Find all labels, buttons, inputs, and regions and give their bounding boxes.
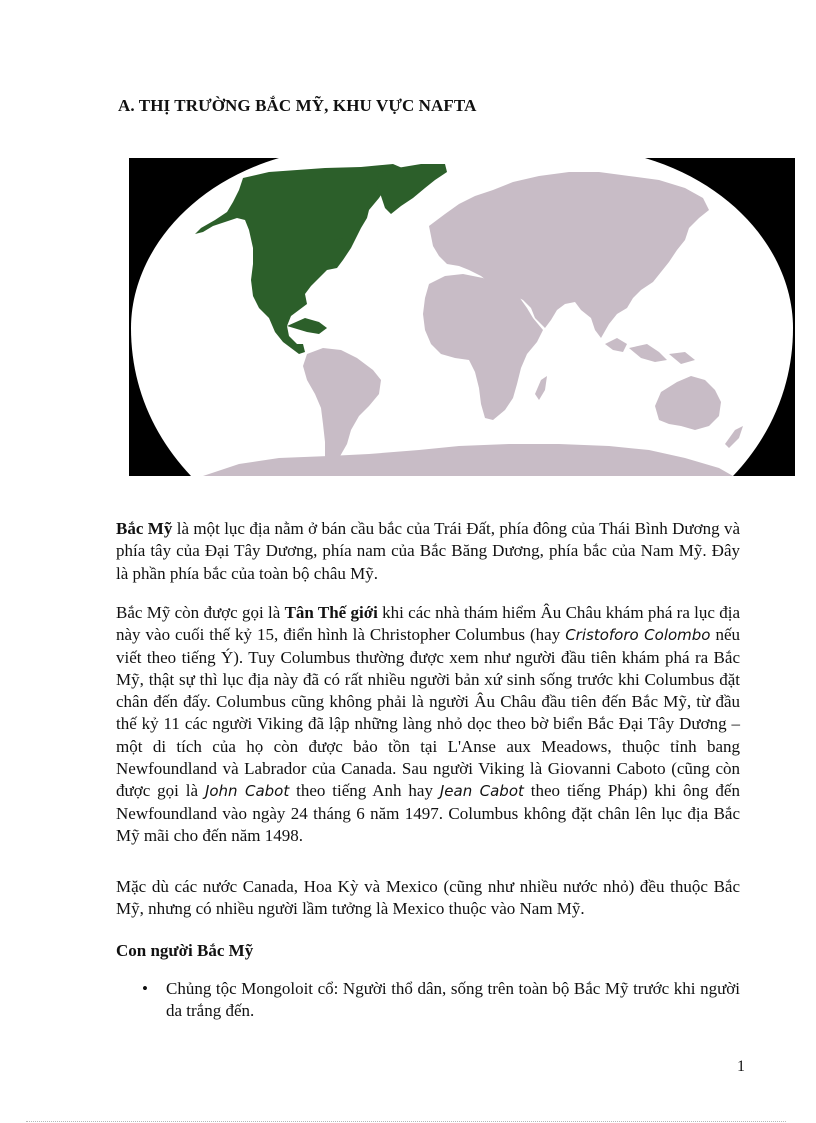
paragraph-2-bold-term: Tân Thế giới (284, 603, 378, 622)
paragraph-2-italic-name-2: John Cabot (204, 782, 290, 801)
paragraph-2-italic-name-1: Cristoforo Colombo (565, 626, 711, 645)
subheading-people: Con người Bắc Mỹ (116, 941, 254, 960)
list-item (116, 978, 740, 1023)
paragraph-3-text: Mặc dù các nước Canada, Hoa Kỳ và Mexico (cũng như nhiều nước nhỏ) đều thuộc Bắc Mỹ, nhưng có nhiều người lầm tưởng là Mexico thuộc vào Nam Mỹ. (116, 877, 740, 919)
paragraph-2-text-4: theo tiếng Anh hay (289, 781, 440, 801)
page-number: 1 (737, 1058, 745, 1075)
paragraph-2-text-5: theo tiếng Pháp) khi ông đến Newfoundland vào ngày 24 tháng 6 năm 1497. Columbus không đặt chân lên lục địa Bắc Mỹ mãi cho đến năm 1498. (116, 781, 740, 845)
world-map-image (129, 158, 795, 476)
paragraph-2-italic-name-3: Jean Cabot (439, 782, 524, 801)
paragraph-3 (116, 876, 740, 921)
section-heading: A. THỊ TRƯỜNG BẮC MỸ, KHU VỰC NAFTA (118, 96, 477, 115)
paragraph-2-text-1: Bắc Mỹ còn được gọi là (116, 603, 285, 622)
paragraph-2-text-2: khi các nhà thám hiểm Âu Châu khám phá ra lục địa này vào cuối thế kỷ 15, điển hình là Christopher Columbus (hay (116, 603, 740, 645)
paragraph-1-bold-term: Bắc Mỹ (116, 519, 173, 538)
paragraph-1 (116, 518, 740, 585)
bullet-icon: • (142, 979, 148, 998)
list-item-text: Chủng tộc Mongoloit cổ: Người thổ dân, sống trên toàn bộ Bắc Mỹ trước khi người da trắng đến. (166, 979, 740, 1021)
bullet-list (116, 978, 740, 1023)
paragraph-1-text: là một lục địa nằm ở bán cầu bắc của Trái Đất, phía đông của Thái Bình Dương và phía tây của Đại Tây Dương, phía nam của Bắc Băng Dương, phía bắc của Nam Mỹ. Đây là phần phía bắc của toàn bộ châu Mỹ. (116, 519, 741, 583)
world-map-figure (129, 158, 795, 476)
paragraph-2 (116, 602, 740, 847)
paragraph-2-text-3: nếu viết theo tiếng Ý). Tuy Columbus thường được xem như người đầu tiên khám phá ra Bắc Mỹ, thật sự thì lục địa này đã có rất nhiều người bản xứ sinh sống trước khi Columbus đặt chân đến đấy. Columbus cũng không phải là người Âu Châu đầu tiên đến Bắc Mỹ, từ đầu thế kỷ 11 các người Viking đã lập những làng nhỏ dọc theo bờ biển Bắc Đại Tây Dương – một di tích của họ còn được bảo tồn tại L'Anse aux Meadows, thuộc tỉnh bang Newfoundland và Labrador của Canada. Sau người Viking là Giovanni Caboto (cũng còn được gọi là (116, 625, 741, 801)
page-break-divider (26, 1121, 786, 1122)
